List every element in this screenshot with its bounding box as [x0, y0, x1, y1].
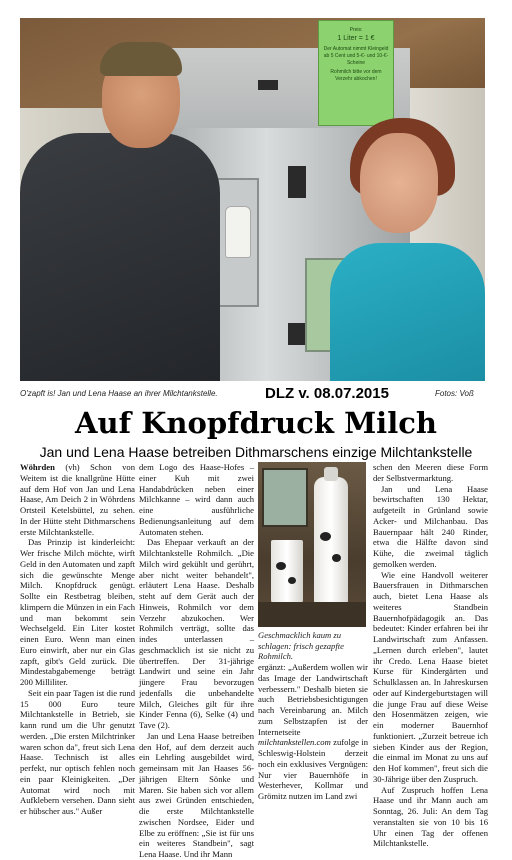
woman-face [360, 133, 438, 233]
photo-caption: O'zapft is! Jan und Lena Haase an ihrer Milchtankstelle. [20, 389, 218, 398]
price-sign [318, 20, 394, 126]
paragraph: Wie eine Handvoll weiterer Bauersfrauen in Dithmarschen auch, bietet Lena Haase als weiteres Standbein Bauernhofpädagogik an. Das bedeutet: Kinder erfahren bei ihr Landwirtschaft zum Anfassen. „Lernen durch erleben", lautet ihr Credo. Lena Haase bietet Kurse für Kindergärten und Schulklassen an. In Jahreskursen oder auf Kindergeburtstagen will die junge Frau auf diese Weise den Hosenmätzen zeigen, wie ein moderner Bauernhof funktioniert. „Zurzeit betreue ich sieben Kinder aus der Region, die einmal im Monat zu uns auf den Hof kommen", freut sich die 30-Jährige über den Zuspruch. [373, 569, 488, 784]
paragraph [258, 662, 368, 802]
paragraph: Das Ehepaar verkauft an der Milchtankstelle Rohmilch. „Die Milch wird gekühlt und gerührt, aber nicht weiter behandelt", erläutert Lena Haase. Deshalb steht auf dem Gerät auch der Hinweis, Rohmilch vor dem Verzehr abzukochen. Wer Rohmilch verträgt, sollte das indes unterlassen – geschmacklich ist sie nicht zu übertreffen. Der 31-jährige Landwirt und seine ein Jahr jüngere Frau bevorzugen jedenfalls die unbehandelte Milch, Gleiches gilt für ihre Kinder Fenna (6), Selke (4) und Tave (2). [139, 537, 254, 730]
date-stamp: DLZ v. 08.07.2015 [265, 385, 389, 402]
paragraph: Jan und Lena Haase bewirtschaften 130 Hektar, aufgeteilt in Grünland sowie Acker- und Milchanbau. Das Bauernpaar hält 240 Rinder, etwa die Hälfte davon sind Kühe, die zweimal täglich gemolken werden. [373, 483, 488, 569]
paragraph-text: zufolge in Schleswig-Holstein derzeit noch ein exklusives Vergnügen: Nur vier Bauernhöfe in Westerhever, Kollmar und Grömitz nutzen im Land zwi [258, 737, 368, 801]
inset-window [262, 468, 308, 527]
display-panel [258, 80, 278, 90]
price-sign-line: Rohmilch bitte vor dem Verzehr abkochen! [330, 68, 382, 82]
article-column-2 [139, 462, 254, 860]
article-column-3 [258, 662, 368, 802]
photo-credit: Fotos: Voß [435, 389, 474, 398]
lead-text: (vh) Schon von Weitem ist die knallgrüne Hütte auf dem Hof von Jan und Lena Haase, Am Deich 2 in Wöhrdens Ortsteil Ketelsbüttel, zu sehen. In der Hütte steht Dithmarschens erste Milchtankstelle. [20, 462, 135, 537]
milk-bottle [225, 206, 251, 258]
coin-slot [288, 166, 306, 198]
inset-milk-glass [271, 540, 303, 605]
inset-photo [258, 462, 366, 627]
dateline: Wöhrden [20, 462, 55, 472]
paragraph: Das Prinzip ist kinderleicht: Wer frische Milch möchte, wirft Geld in den Automaten und zapft sich die gewünschte Menge Milch. Knopfdruck genügt. Sollte ein Restbetrag bleiben, klimpern die Münzen in ein Fach und man bekommt sein Wechselgeld. Ein Liter kostet einen Euro. Wenn man einen Euro einwirft, aber nur ein Glas zapft, gibt's Geld zurück. Die Mindestabgabemenge beträgt 200 Milliliter. [20, 537, 135, 687]
subheadline: Jan und Lena Haase betreiben Dithmarschens einzige Milchtankstelle [39, 444, 473, 460]
paragraph: schen den Meeren diese Form der Selbstvermarktung. [373, 462, 488, 483]
article-column-4 [373, 462, 488, 849]
inset-table [258, 602, 366, 627]
woman-figure [330, 243, 485, 381]
inset-caption: Geschmacklich kaum zu schlagen: frisch gezapfte Rohmilch. [258, 630, 344, 661]
website-link: milchtankstellen.com [258, 737, 331, 748]
paragraph: dem Logo des Haase-Hofes – einer Kuh mit zwei Handabdrücken neben einer Milchkanne – wird dann auch eine ausführliche Bedienungsanleitung auf dem Automaten stehen. [139, 462, 254, 537]
cow-print-spot [288, 577, 296, 584]
inset-milk-bottle [314, 477, 348, 605]
lead-paragraph [20, 462, 135, 537]
paragraph: Seit ein paar Tagen ist die rund 15 000 Euro teure Milchtankstelle in Betrieb, sie kann rund um die Uhr genutzt werden. „Die ersten Milchtrinker waren schon da", freut sich Lena Haase. Technisch ist alles perfekt, nur optisch fehlen noch ein paar Kleinigkeiten. „Der Automat wird noch mit Aufklebern versehen. Dann sieht er hübscher aus." Außer [20, 687, 135, 816]
paragraph: Jan und Lena Haase betreiben den Hof, auf dem derzeit auch ein Lehrling ausgebildet wird, gemeinsam mit Jan Haases 56-jährigen Eltern Sönke und Maren. Sie haben sich vor allem aus zwei Gründen entschieden, die erste Milchtankstelle zwischen Nordsee, Eider und Elbe zu eröffnen: „Sie ist für uns ein weiteres Standbein", sagt Lena Haase. Und ihr Mann [139, 730, 254, 859]
price-sign-line: Preis: [349, 27, 363, 33]
paragraph: Auf Zuspruch hoffen Lena Haase und ihr Mann auch am Sonntag, 26. Juli: An dem Tag veranstalten sie von 10 bis 16 Uhr einen Tag der offenen Milchtankstelle. [373, 784, 488, 849]
man-figure [20, 133, 220, 381]
cow-print-spot [332, 554, 341, 562]
price-sign-line: Der Automat nimmt Kleingeld ab 5 Cent und 5-€- und 10-€-Scheine [323, 45, 389, 66]
man-hair [100, 42, 182, 76]
cow-print-spot [276, 562, 286, 570]
paragraph-text: ergänzt: „Außerdem wollen wir das Image der Landwirtschaft verbessern." Deshalb bieten sie auch Betriebsbesichtigungen nach Vereinbarung an. Milch zum Selbstzapfen ist der Internetseite [258, 662, 368, 737]
article-column-1 [20, 462, 135, 817]
main-photo [20, 18, 485, 381]
price-sign-line: 1 Liter = 1 € [337, 35, 375, 42]
headline: Auf Knopfdruck Milch [75, 406, 437, 440]
cow-print-spot [320, 532, 331, 541]
